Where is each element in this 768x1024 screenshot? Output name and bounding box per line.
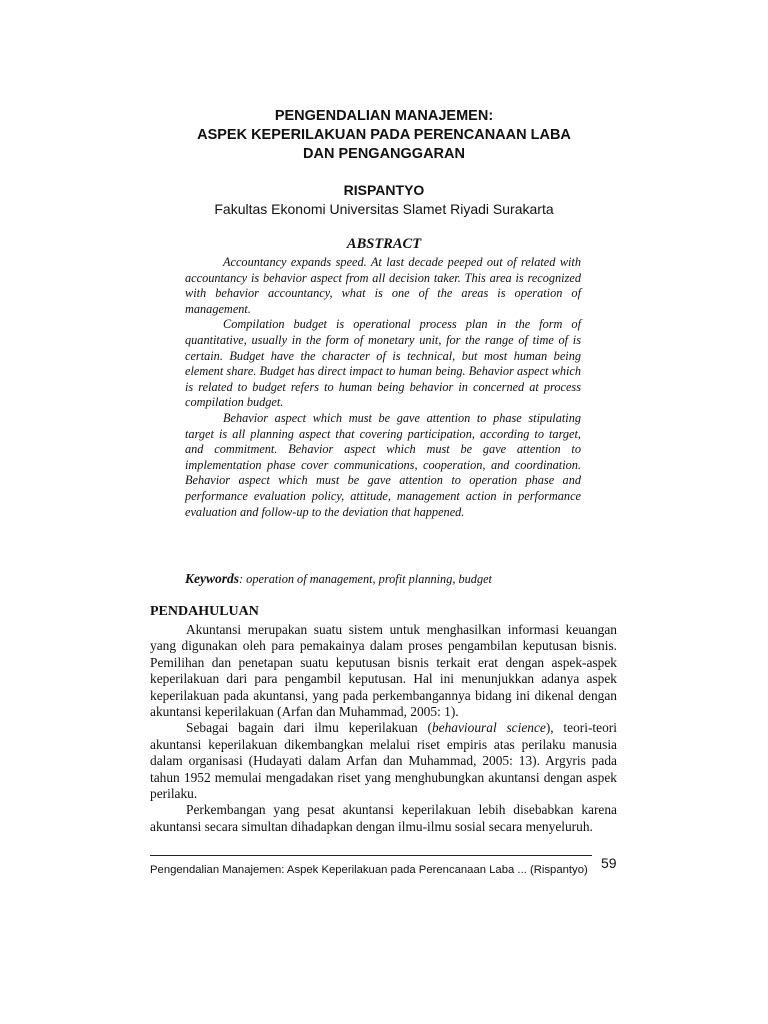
abstract-heading: ABSTRACT <box>346 236 422 252</box>
author-name: RISPANTYO <box>343 182 425 198</box>
paper-title <box>0 107 768 164</box>
abstract-paragraph: Accountancy expands speed. At last decade peeped out of related with accountancy is behavior aspect from all decision taker. This area is recognized with behavior accountancy, what is one of the areas is operation of management. <box>185 255 581 316</box>
body-text: ), teori-teori akuntansi keperilakuan dikembangkan melalui riset empiris atas perilaku manusia dalam organisasi (Hudayati dalam Arfan dan Muhammad, 2005: 13). Argyris pada tahun 1952 memulai mengadakan riset yang menghubungkan akuntansi dengan aspek perilaku. <box>150 720 617 802</box>
running-footer: Pengendalian Manajemen: Aspek Keperilakuan pada Perencanaan Laba ... (Rispantyo) <box>150 864 588 876</box>
body-paragraph <box>150 720 617 802</box>
abstract-body <box>185 255 581 520</box>
page-number: 59 <box>601 855 617 871</box>
section-body <box>150 622 617 835</box>
body-text: Sebagai bagain dari ilmu keperilakuan ( <box>186 720 432 736</box>
title-line-3: DAN PENGANGGARAN <box>303 146 465 162</box>
author-affiliation: Fakultas Ekonomi Universitas Slamet Riyadi Surakarta <box>214 201 554 217</box>
keywords-label: Keywords <box>185 571 239 586</box>
footer-rule <box>150 855 592 856</box>
abstract-paragraph: Behavior aspect which must be gave attention to phase stipulating target is all planning aspect that covering participation, according to target, and commitment. Behavior aspect which must be gave attention to implementation phase cover communications, cooperation, and coordination. Behavior aspect which must be gave attention to operation phase and performance evaluation policy, attitude, management action in performance evaluation and follow-up to the deviation that happened. <box>185 410 581 519</box>
body-italic-term: behavioural science <box>431 720 546 736</box>
title-line-1: PENGENDALIAN MANAJEMEN: <box>274 108 494 124</box>
abstract-paragraph: Compilation budget is operational process plan in the form of quantitative, usually in the form of monetary unit, for the range of time of is certain. Budget have the character of is technical, but most human being element share. Budget has direct impact to human being. Behavior aspect which is related to budget refers to human being behavior in concerned at process compilation budget. <box>185 317 581 410</box>
section-heading: PENDAHULUAN <box>150 604 259 619</box>
keywords-text: : operation of management, profit planning, budget <box>239 572 492 586</box>
keywords <box>185 571 585 587</box>
title-line-2: ASPEK KEPERILAKUAN PADA PERENCANAAN LABA <box>197 127 571 143</box>
body-paragraph: Akuntansi merupakan suatu sistem untuk menghasilkan informasi keuangan yang digunakan oleh para pemakainya dalam proses pengambilan keputusan bisnis. Pemilihan dan penetapan suatu keputusan bisnis terkait erat dengan aspek-aspek keperilakuan dari para pengambil keputusan. Hal ini menunjukkan adanya aspek keperilakuan pada akuntansi, yang pada perkembangannya bidang ini dikenal dengan akuntansi keperilakuan (Arfan dan Muhammad, 2005: 1). <box>150 622 617 720</box>
body-paragraph: Perkembangan yang pesat akuntansi keperilakuan lebih disebabkan karena akuntansi secara simultan dihadapkan dengan ilmu-ilmu sosial secara menyeluruh. <box>150 802 617 834</box>
